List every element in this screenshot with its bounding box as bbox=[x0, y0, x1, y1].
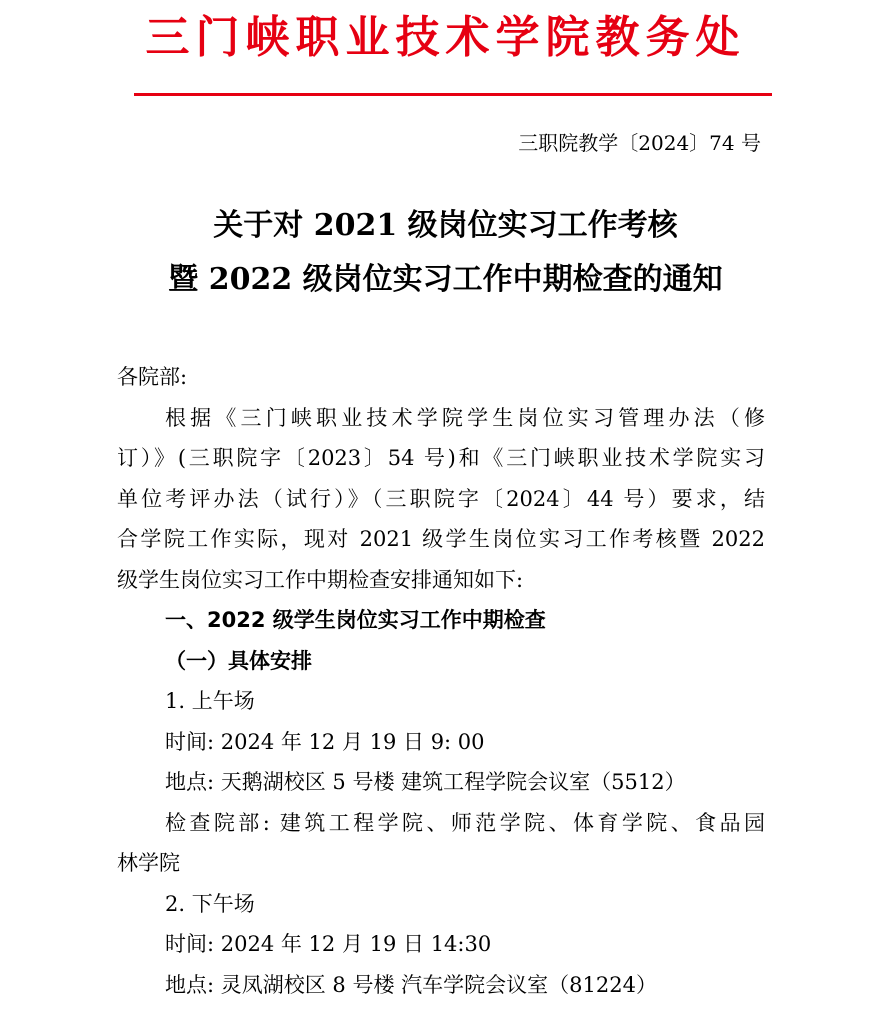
section-1-heading: 一、2022 级学生岗位实习工作中期检查 bbox=[165, 608, 546, 632]
intro-line-4: 合学院工作实际，现对 2021 级学生岗位实习工作考核暨 2022 bbox=[117, 527, 765, 551]
org-header-title: 三门峡职业技术学院教务处 bbox=[145, 12, 746, 63]
intro-line-2: 订）》(三职院字〔2023〕54 号)和《三门峡职业技术学院实习 bbox=[117, 446, 765, 470]
morning-session-label: 1. 上午场 bbox=[165, 689, 255, 713]
afternoon-session-place: 地点: 灵凤湖校区 8 号楼 汽车学院会议室（81224） bbox=[165, 972, 657, 997]
morning-session-depts-line-2: 林学院 bbox=[117, 851, 180, 875]
morning-session-time: 时间: 2024 年 12 月 19 日 9: 00 bbox=[165, 729, 485, 754]
afternoon-session-label: 2. 下午场 bbox=[165, 891, 255, 916]
document-title-line-2: 暨 2022 级岗位实习工作中期检查的通知 bbox=[168, 262, 723, 297]
afternoon-session-time: 时间: 2024 年 12 月 19 日 14:30 bbox=[165, 932, 492, 956]
subsection-1-heading: （一）具体安排 bbox=[165, 648, 312, 673]
document-body bbox=[117, 357, 765, 1005]
morning-session-place: 地点: 天鹅湖校区 5 号楼 建筑工程学院会议室（5512） bbox=[165, 770, 686, 794]
intro-line-1: 根据《三门峡职业技术学院学生岗位实习管理办法（修 bbox=[165, 405, 765, 430]
salutation: 各院部: bbox=[117, 365, 188, 389]
red-divider-line bbox=[134, 93, 772, 96]
intro-line-5: 级学生岗位实习工作中期检查安排通知如下: bbox=[117, 567, 524, 592]
morning-session-depts-line-1: 检查院部: 建筑工程学院、师范学院、体育学院、食品园 bbox=[165, 810, 765, 835]
intro-line-3: 单位考评办法（试行）》（三职院字〔2024〕44 号）要求，结 bbox=[117, 486, 765, 511]
document-number: 三职院教学〔2024〕74 号 bbox=[518, 131, 761, 155]
document-title-line-1: 关于对 2021 级岗位实习工作考核 bbox=[213, 208, 678, 243]
